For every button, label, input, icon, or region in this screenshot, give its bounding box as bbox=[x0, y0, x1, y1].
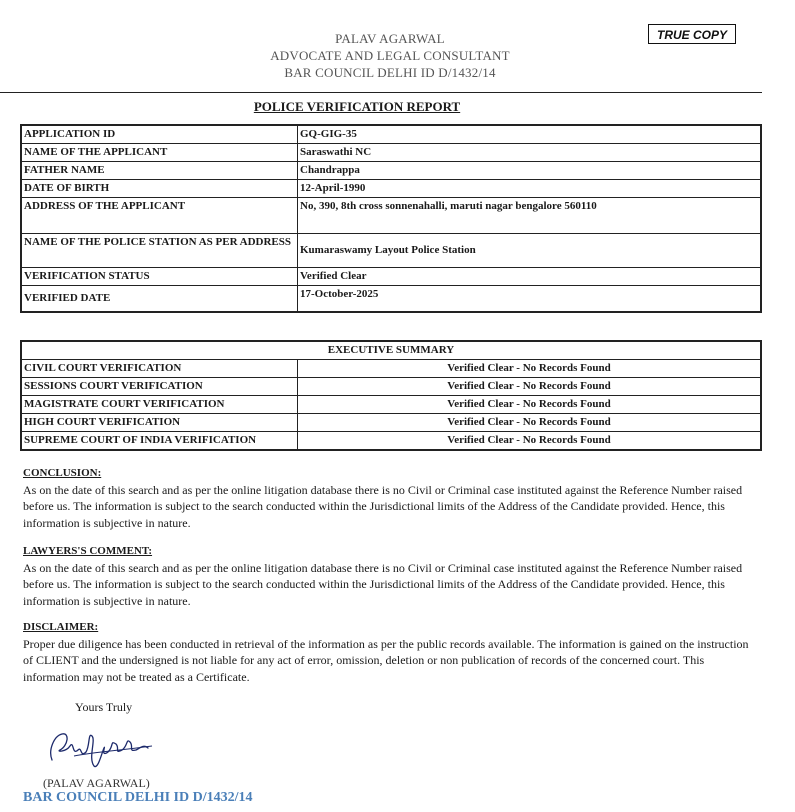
detail-value: 12-April-1990 bbox=[298, 180, 762, 198]
header-divider bbox=[0, 92, 762, 93]
detail-value: Kumaraswamy Layout Police Station bbox=[298, 234, 762, 268]
summary-value: Verified Clear - No Records Found bbox=[298, 360, 762, 378]
summary-value: Verified Clear - No Records Found bbox=[298, 432, 762, 451]
summary-label: MAGISTRATE COURT VERIFICATION bbox=[21, 396, 298, 414]
applicant-details-table bbox=[20, 124, 762, 313]
signature-image bbox=[44, 722, 156, 772]
table-row bbox=[21, 360, 761, 378]
detail-value: 17-October-2025 bbox=[298, 286, 762, 312]
salutation: Yours Truly bbox=[75, 700, 133, 714]
detail-label: ADDRESS OF THE APPLICANT bbox=[21, 198, 298, 234]
table-row bbox=[21, 234, 761, 268]
table-row bbox=[21, 144, 761, 162]
table-row bbox=[21, 414, 761, 432]
detail-label: NAME OF THE POLICE STATION AS PER ADDRESS bbox=[21, 234, 298, 268]
table-row bbox=[21, 198, 761, 234]
summary-label: HIGH COURT VERIFICATION bbox=[21, 414, 298, 432]
detail-value: Verified Clear bbox=[298, 268, 762, 286]
advocate-role: ADVOCATE AND LEGAL CONSULTANT bbox=[270, 48, 510, 63]
detail-label: NAME OF THE APPLICANT bbox=[21, 144, 298, 162]
table-row bbox=[21, 432, 761, 451]
report-title: POLICE VERIFICATION REPORT bbox=[253, 99, 461, 114]
summary-title: EXECUTIVE SUMMARY bbox=[21, 341, 761, 360]
detail-label: FATHER NAME bbox=[21, 162, 298, 180]
detail-label: VERIFICATION STATUS bbox=[21, 268, 298, 286]
summary-label: SESSIONS COURT VERIFICATION bbox=[21, 378, 298, 396]
summary-label: SUPREME COURT OF INDIA VERIFICATION bbox=[21, 432, 298, 451]
advocate-name: PALAV AGARWAL bbox=[335, 31, 445, 46]
table-row bbox=[21, 125, 761, 144]
table-row bbox=[21, 378, 761, 396]
executive-summary-table bbox=[20, 340, 762, 451]
true-copy-stamp: TRUE COPY bbox=[648, 24, 736, 44]
signatory-bar-id: BAR COUNCIL DELHI ID D/1432/14 bbox=[23, 790, 253, 805]
conclusion-heading: CONCLUSION: bbox=[23, 467, 102, 479]
detail-label: APPLICATION ID bbox=[21, 125, 298, 144]
summary-value: Verified Clear - No Records Found bbox=[298, 378, 762, 396]
table-header-row bbox=[21, 341, 761, 360]
summary-value: Verified Clear - No Records Found bbox=[298, 414, 762, 432]
detail-value: Saraswathi NC bbox=[298, 144, 762, 162]
summary-label: CIVIL COURT VERIFICATION bbox=[21, 360, 298, 378]
table-row bbox=[21, 268, 761, 286]
table-row bbox=[21, 396, 761, 414]
summary-value: Verified Clear - No Records Found bbox=[298, 396, 762, 414]
comment-heading: LAWYERS'S COMMENT: bbox=[23, 545, 153, 557]
detail-value: No, 390, 8th cross sonnenahalli, maruti nagar bengalore 560110 bbox=[298, 198, 762, 234]
table-row bbox=[21, 162, 761, 180]
letterhead-bar-id: BAR COUNCIL DELHI ID D/1432/14 bbox=[284, 65, 496, 80]
detail-value: Chandrappa bbox=[298, 162, 762, 180]
table-row bbox=[21, 286, 761, 312]
detail-label: VERIFIED DATE bbox=[21, 286, 298, 312]
signatory-name: (PALAV AGARWAL) bbox=[43, 776, 150, 790]
disclaimer-heading: DISCLAIMER: bbox=[23, 621, 99, 633]
comment-text: As on the date of this search and as per the online litigation database there is no Civil or Criminal case instituted against the Reference Number raised before us. The information is subject to the search conducted within the Jurisdictional limits of the Address of the Candidate provided. Hence, this information is subjective in nature. bbox=[23, 560, 743, 608]
detail-value: GQ-GIG-35 bbox=[298, 125, 762, 144]
conclusion-text: As on the date of this search and as per the online litigation database there is no Civil or Criminal case instituted against the Reference Number raised before us. The information is subject to the search conducted within the Jurisdictional limits of the Address of the Candidate provided. Hence, this information is subjective in nature. bbox=[23, 482, 743, 530]
table-row bbox=[21, 180, 761, 198]
lawyers-comment-section bbox=[23, 543, 758, 609]
detail-label: DATE OF BIRTH bbox=[21, 180, 298, 198]
conclusion-section bbox=[23, 465, 758, 531]
disclaimer-section bbox=[23, 619, 758, 685]
disclaimer-text: Proper due diligence has been conducted in retrieval of the information as per the public records available. The information is gained on the instruction of CLIENT and the undersigned is not liable for any act of error, omission, deletion or non publication of records of the concerned court. This information may not be treated as a Certificate. bbox=[23, 636, 749, 684]
